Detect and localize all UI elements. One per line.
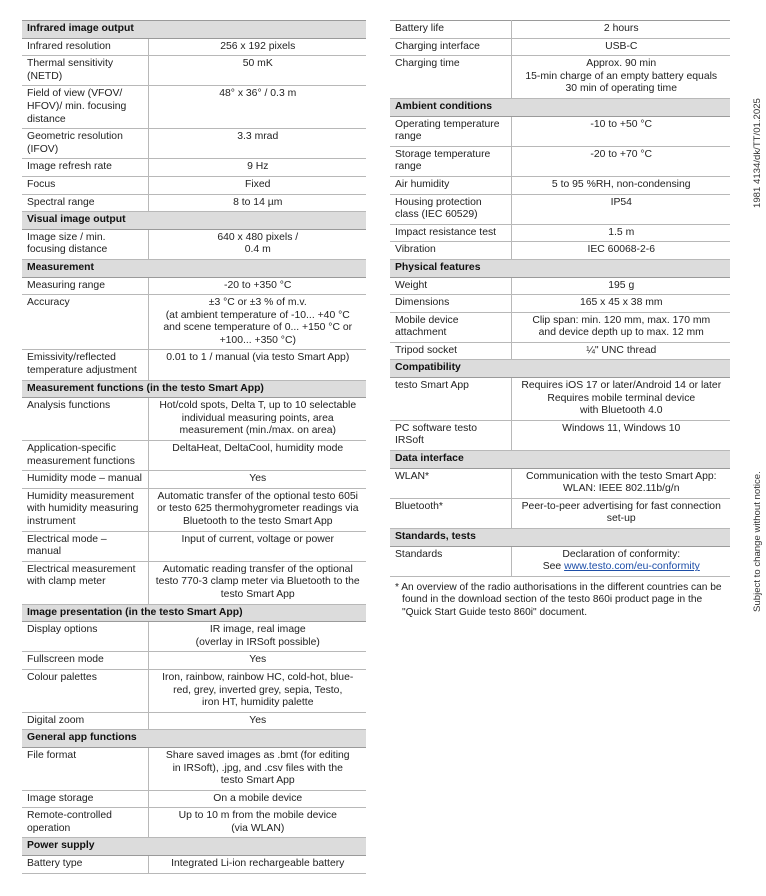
spec-value: Communication with the testo Smart App: WLAN: IEEE 802.11b/g/n <box>511 468 730 498</box>
section-title: Standards, tests <box>390 529 730 547</box>
spec-value: Share saved images as .bmt (for editing in IRSoft), .jpg, and .csv files with the testo Smart App <box>148 747 366 790</box>
spec-table-right <box>390 20 730 577</box>
right-spec-column <box>390 20 730 619</box>
spec-label: Humidity measurement with humidity measuring instrument <box>22 488 148 531</box>
spec-value: IR image, real image (overlay in IRSoft possible) <box>148 622 366 652</box>
section-title: Power supply <box>22 838 366 856</box>
spec-row-standards <box>390 546 730 576</box>
spec-label: Display options <box>22 622 148 652</box>
spec-label: Operating temperature range <box>390 116 511 146</box>
spec-row-measuring-range <box>22 277 366 295</box>
spec-row-operating-temperature-range <box>390 116 730 146</box>
section-header-infrared-image-output <box>22 21 366 39</box>
spec-row-housing-protection-class-iec-60529 <box>390 194 730 224</box>
spec-value: Automatic reading transfer of the optional testo 770-3 clamp meter via Bluetooth to the testo Smart App <box>148 561 366 604</box>
spec-label: Field of view (VFOV/ HFOV)/ min. focusing distance <box>22 86 148 129</box>
spec-value: 0.01 to 1 / manual (via testo Smart App) <box>148 350 366 380</box>
spec-label: Charging time <box>390 56 511 99</box>
section-title: Compatibility <box>390 360 730 378</box>
spec-value: Iron, rainbow, rainbow HC, cold-hot, blue- red, grey, inverted grey, sepia, Testo, iron HT, humidity palette <box>148 669 366 712</box>
spec-label: Charging interface <box>390 38 511 56</box>
spec-label: Mobile device attachment <box>390 312 511 342</box>
spec-label: Image storage <box>22 790 148 808</box>
spec-row-mobile-device-attachment <box>390 312 730 342</box>
change-disclaimer: Subject to change without notice. <box>752 471 763 612</box>
spec-row-storage-temperature-range <box>390 146 730 176</box>
spec-label: Thermal sensitivity (NETD) <box>22 56 148 86</box>
spec-row-application-specific-measurement-functions <box>22 441 366 471</box>
spec-value: 165 x 45 x 38 mm <box>511 295 730 313</box>
spec-label: Vibration <box>390 242 511 260</box>
spec-value: ±3 °C or ±3 % of m.v. (at ambient temperature of -10... +40 °C and scene temperature of 0... +150 °C or +100... +350 °C) <box>148 295 366 350</box>
spec-value: 256 x 192 pixels <box>148 38 366 56</box>
spec-value: ¼" UNC thread <box>511 342 730 360</box>
spec-label: Image size / min. focusing distance <box>22 229 148 259</box>
spec-row-fullscreen-mode <box>22 652 366 670</box>
section-header-general-app-functions <box>22 730 366 748</box>
spec-label: Application-specific measurement functions <box>22 441 148 471</box>
section-title: Ambient conditions <box>390 98 730 116</box>
section-header-measurement <box>22 259 366 277</box>
spec-row-humidity-measurement-with-humidity-measuring-instrument <box>22 488 366 531</box>
spec-label: Battery type <box>22 856 148 874</box>
spec-value: Yes <box>148 471 366 489</box>
spec-value: 9 Hz <box>148 159 366 177</box>
spec-row-tripod-socket <box>390 342 730 360</box>
spec-value: Up to 10 m from the mobile device (via WLAN) <box>148 808 366 838</box>
section-header-data-interface <box>390 451 730 469</box>
spec-table-left <box>22 20 366 874</box>
spec-value: Yes <box>148 712 366 730</box>
spec-row-accuracy <box>22 295 366 350</box>
spec-value: Approx. 90 min 15-min charge of an empty battery equals 30 min of operating time <box>511 56 730 99</box>
spec-label: Analysis functions <box>22 398 148 441</box>
spec-value: -20 to +70 °C <box>511 146 730 176</box>
spec-label: Digital zoom <box>22 712 148 730</box>
spec-row-battery-life <box>390 21 730 39</box>
spec-row-wlan <box>390 468 730 498</box>
spec-label: Tripod socket <box>390 342 511 360</box>
spec-value: Requires iOS 17 or later/Android 14 or later Requires mobile terminal device with Bluetooth 4.0 <box>511 378 730 421</box>
spec-row-image-refresh-rate <box>22 159 366 177</box>
spec-value: IEC 60068-2-6 <box>511 242 730 260</box>
spec-row-charging-interface <box>390 38 730 56</box>
spec-label: Housing protection class (IEC 60529) <box>390 194 511 224</box>
spec-label: Image refresh rate <box>22 159 148 177</box>
spec-label: Dimensions <box>390 295 511 313</box>
spec-value: USB-C <box>511 38 730 56</box>
section-title: Measurement <box>22 259 366 277</box>
section-header-physical-features <box>390 259 730 277</box>
section-title: Measurement functions (in the testo Smart App) <box>22 380 366 398</box>
spec-value: 195 g <box>511 277 730 295</box>
section-title: Data interface <box>390 451 730 469</box>
spec-row-display-options <box>22 622 366 652</box>
spec-row-impact-resistance-test <box>390 224 730 242</box>
spec-row-humidity-mode-manual <box>22 471 366 489</box>
spec-row-testo-smart-app <box>390 378 730 421</box>
spec-row-spectral-range <box>22 194 366 212</box>
spec-label: Accuracy <box>22 295 148 350</box>
spec-value: 5 to 95 %RH, non-condensing <box>511 176 730 194</box>
spec-row-infrared-resolution <box>22 38 366 56</box>
spec-row-field-of-view-vfov-hfov-min-focusing-distance <box>22 86 366 129</box>
spec-row-pc-software-testo-irsoft <box>390 420 730 450</box>
spec-value: DeltaHeat, DeltaCool, humidity mode <box>148 441 366 471</box>
spec-label: Remote-controlled operation <box>22 808 148 838</box>
spec-label: Bluetooth* <box>390 498 511 528</box>
spec-row-bluetooth <box>390 498 730 528</box>
spec-row-charging-time <box>390 56 730 99</box>
spec-value: Input of current, voltage or power <box>148 531 366 561</box>
spec-value: 2 hours <box>511 21 730 39</box>
spec-value: 1.5 m <box>511 224 730 242</box>
spec-row-image-storage <box>22 790 366 808</box>
spec-row-dimensions <box>390 295 730 313</box>
spec-row-air-humidity <box>390 176 730 194</box>
spec-value: Hot/cold spots, Delta T, up to 10 selectable individual measuring points, area measurement (min./max. on area) <box>148 398 366 441</box>
spec-value: Clip span: min. 120 mm, max. 170 mm and device depth up to max. 12 mm <box>511 312 730 342</box>
spec-value: 48° x 36° / 0.3 m <box>148 86 366 129</box>
spec-value: IP54 <box>511 194 730 224</box>
spec-label: Standards <box>390 546 511 576</box>
spec-label: Electrical mode – manual <box>22 531 148 561</box>
spec-value: 640 x 480 pixels / 0.4 m <box>148 229 366 259</box>
spec-label: Humidity mode – manual <box>22 471 148 489</box>
spec-row-battery-type <box>22 856 366 874</box>
spec-label: Measuring range <box>22 277 148 295</box>
spec-row-digital-zoom <box>22 712 366 730</box>
spec-label: Battery life <box>390 21 511 39</box>
spec-row-remote-controlled-operation <box>22 808 366 838</box>
spec-value: 50 mK <box>148 56 366 86</box>
section-header-visual-image-output <box>22 212 366 230</box>
spec-label: Focus <box>22 176 148 194</box>
section-header-power-supply <box>22 838 366 856</box>
spec-label: Infrared resolution <box>22 38 148 56</box>
radio-authorisation-footnote: * An overview of the radio authorisations in the different countries can be found in the download section of the testo 860i product page in the "Quick Start Guide testo 860i" document. <box>395 581 722 618</box>
section-title: Infrared image output <box>22 21 366 39</box>
spec-row-geometric-resolution-ifov <box>22 129 366 159</box>
spec-row-thermal-sensitivity-netd <box>22 56 366 86</box>
document-reference: 1981 4134/dk/TT/01.2025 <box>752 98 763 208</box>
spec-value: Windows 11, Windows 10 <box>511 420 730 450</box>
spec-value-link-line <box>517 561 727 574</box>
spec-value: Fixed <box>148 176 366 194</box>
section-header-ambient-conditions <box>390 98 730 116</box>
spec-row-electrical-measurement-with-clamp-meter <box>22 561 366 604</box>
spec-value-text: Declaration of conformity: <box>562 548 681 560</box>
spec-label: Storage temperature range <box>390 146 511 176</box>
section-header-compatibility <box>390 360 730 378</box>
spec-value: 8 to 14 µm <box>148 194 366 212</box>
spec-row-file-format <box>22 747 366 790</box>
spec-value: Yes <box>148 652 366 670</box>
left-spec-column <box>22 20 366 874</box>
spec-value: -10 to +50 °C <box>511 116 730 146</box>
section-title: General app functions <box>22 730 366 748</box>
spec-label: Impact resistance test <box>390 224 511 242</box>
spec-label: Colour palettes <box>22 669 148 712</box>
eu-conformity-link[interactable]: www.testo.com/eu-conformity <box>564 561 700 573</box>
spec-value <box>511 546 730 576</box>
spec-label: WLAN* <box>390 468 511 498</box>
spec-value: Automatic transfer of the optional testo 605i or testo 625 thermohygrometer readings via Bluetooth to the testo Smart App <box>148 488 366 531</box>
spec-row-focus <box>22 176 366 194</box>
spec-label: Fullscreen mode <box>22 652 148 670</box>
section-title: Image presentation (in the testo Smart App) <box>22 604 366 622</box>
link-prefix: See <box>542 561 565 573</box>
spec-row-emissivity-reflected-temperature-adjustment <box>22 350 366 380</box>
spec-row-colour-palettes <box>22 669 366 712</box>
section-title: Visual image output <box>22 212 366 230</box>
spec-value: On a mobile device <box>148 790 366 808</box>
spec-label: Emissivity/reflected temperature adjustment <box>22 350 148 380</box>
spec-label: Geometric resolution (IFOV) <box>22 129 148 159</box>
spec-label: testo Smart App <box>390 378 511 421</box>
spec-label: Spectral range <box>22 194 148 212</box>
spec-value: -20 to +350 °C <box>148 277 366 295</box>
spec-label: Weight <box>390 277 511 295</box>
section-header-image-presentation-in-the-testo-smart-app <box>22 604 366 622</box>
section-header-measurement-functions-in-the-testo-smart-app <box>22 380 366 398</box>
spec-row-vibration <box>390 242 730 260</box>
section-title: Physical features <box>390 259 730 277</box>
section-header-standards-tests <box>390 529 730 547</box>
spec-row-weight <box>390 277 730 295</box>
spec-value: 3.3 mrad <box>148 129 366 159</box>
spec-row-analysis-functions <box>22 398 366 441</box>
spec-row-electrical-mode-manual <box>22 531 366 561</box>
spec-label: PC software testo IRSoft <box>390 420 511 450</box>
spec-value: Peer-to-peer advertising for fast connection set-up <box>511 498 730 528</box>
spec-value: Integrated Li-ion rechargeable battery <box>148 856 366 874</box>
spec-label: File format <box>22 747 148 790</box>
spec-label: Electrical measurement with clamp meter <box>22 561 148 604</box>
spec-row-image-size-min-focusing-distance <box>22 229 366 259</box>
spec-label: Air humidity <box>390 176 511 194</box>
